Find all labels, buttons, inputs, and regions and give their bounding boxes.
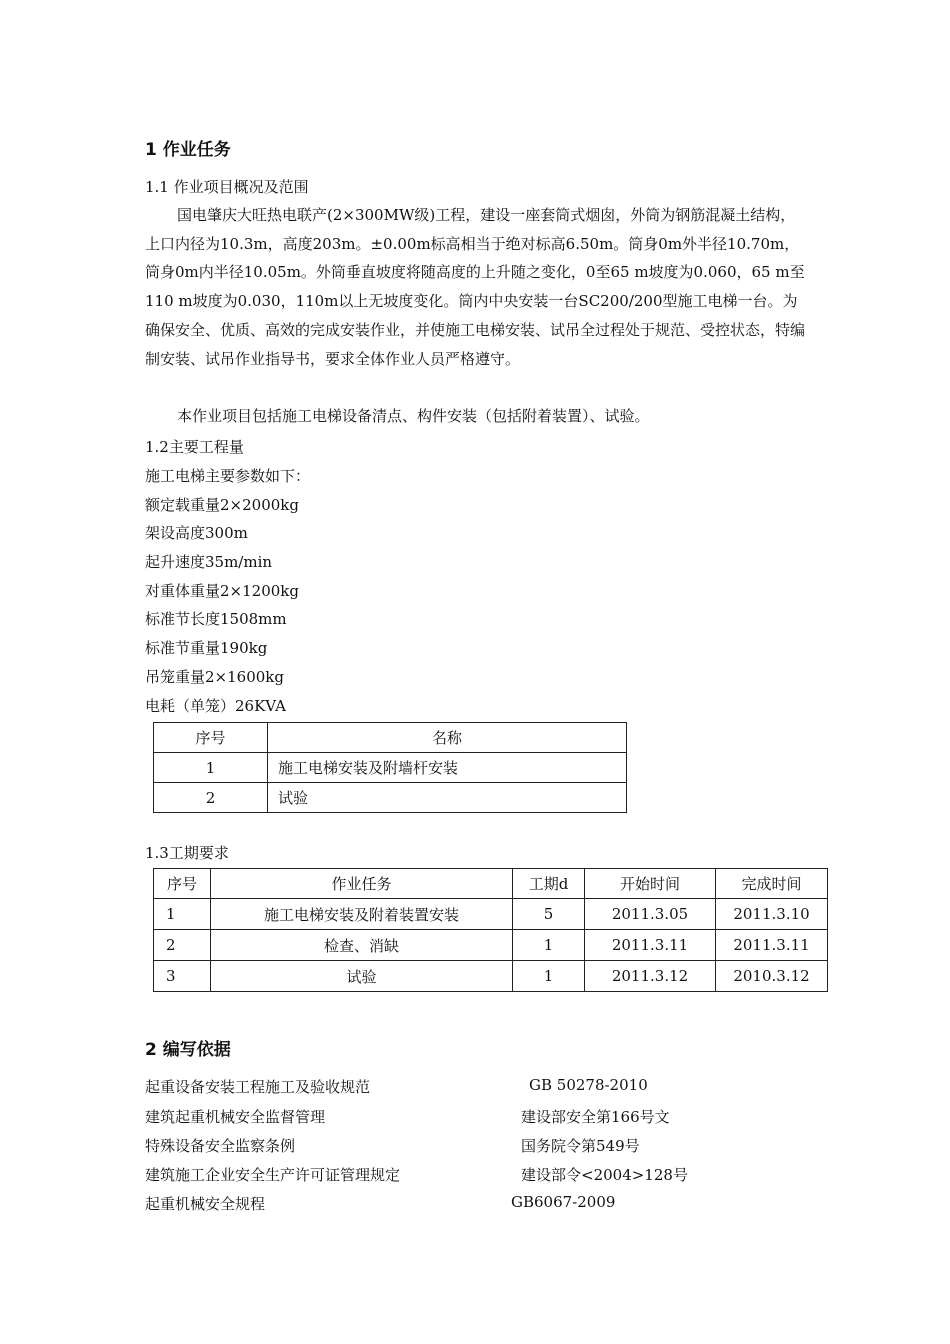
- table-cell: 1: [154, 753, 268, 783]
- table-cell: 5: [513, 899, 585, 930]
- param-line: 标准节长度1508mm: [145, 610, 287, 628]
- table-row: [154, 961, 828, 992]
- schedule-table: [153, 868, 828, 992]
- reference-name: 特殊设备安全监察条例: [145, 1137, 296, 1155]
- reference-code: 建设部令<2004>128号: [521, 1166, 688, 1184]
- paragraph-text: 本作业项目包括施工电梯设备清点、构件安装（包括附着装置）、试验。: [177, 407, 650, 425]
- param-line: 电耗（单笼）26KVA: [145, 697, 286, 715]
- table-cell: 2: [154, 783, 268, 813]
- param-line: 对重体重量2×1200kg: [145, 582, 299, 600]
- table-cell: 2: [154, 930, 211, 961]
- section-1-heading: 1 作业任务: [145, 140, 231, 160]
- reference-name: 建筑起重机械安全监督管理: [145, 1108, 326, 1126]
- section-2-heading: 2 编写依据: [145, 1040, 231, 1060]
- table-row: [154, 753, 627, 783]
- table-cell: 2010.3.12: [716, 961, 828, 992]
- table-cell: 2011.3.11: [585, 930, 716, 961]
- table-cell: 2011.3.11: [716, 930, 828, 961]
- workload-table: [153, 722, 627, 813]
- table-cell: 试验: [268, 783, 627, 813]
- table-cell: 检查、消缺: [211, 930, 513, 961]
- table-row: [154, 899, 828, 930]
- paragraph-text: 国电肇庆大旺热电联产(2×300MW级)工程，建设一座套筒式烟囱，外筒为钢筋混凝土结构，上口内径为10.3m，高度203m。±0.00m标高相当于绝对标高6.50m。筒身0m外半径10.70m，筒身0m内半径10.05m。外筒垂直坡度将随高度的上升随之变化，0至65 m坡度为0.060，65 m至110 m坡度为0.030，110m以上无坡度变化。筒内中央安装一台SC200/200型施工电梯一台。为确保安全、优质、高效的完成安装作业，并使施工电梯安装、试吊全过程处于规范、受控状态，特编制安装、试吊作业指导书，要求全体作业人员严格遵守。: [145, 206, 806, 368]
- table-cell: 试验: [211, 961, 513, 992]
- table-header-cell: 名称: [268, 723, 627, 753]
- reference-code: 建设部安全第166号文: [521, 1108, 670, 1126]
- table-header-row: [154, 723, 627, 753]
- table-row: [154, 930, 828, 961]
- param-line: 标准节重量190kg: [145, 639, 268, 657]
- param-line: 吊笼重量2×1600kg: [145, 668, 284, 686]
- param-line: 架设高度300m: [145, 524, 248, 542]
- table-cell: 3: [154, 961, 211, 992]
- section-1-3-heading: 1.3工期要求: [145, 844, 229, 862]
- param-line: 额定载重量2×2000kg: [145, 496, 299, 514]
- table-header-row: [154, 869, 828, 899]
- table-header-cell: 完成时间: [716, 869, 828, 899]
- table-cell: 施工电梯安装及附着装置安装: [211, 899, 513, 930]
- table-row: [154, 783, 627, 813]
- section-1-2-heading: 1.2主要工程量: [145, 438, 244, 456]
- params-intro: 施工电梯主要参数如下：: [145, 467, 311, 485]
- reference-code: 国务院令第549号: [521, 1137, 640, 1155]
- table-cell: 施工电梯安装及附墙杆安装: [268, 753, 627, 783]
- section-1-1-paragraph-1: [145, 201, 805, 373]
- table-header-cell: 序号: [154, 869, 211, 899]
- table-header-cell: 开始时间: [585, 869, 716, 899]
- reference-code: GB 50278-2010: [529, 1076, 648, 1094]
- section-1-1-heading: 1.1 作业项目概况及范围: [145, 178, 309, 196]
- reference-name: 起重机械安全规程: [145, 1195, 266, 1213]
- table-cell: 2011.3.10: [716, 899, 828, 930]
- table-cell: 2011.3.12: [585, 961, 716, 992]
- reference-name: 起重设备安装工程施工及验收规范: [145, 1078, 371, 1096]
- table-header-cell: 作业任务: [211, 869, 513, 899]
- section-1-1-paragraph-2: [145, 402, 805, 431]
- table-cell: 2011.3.05: [585, 899, 716, 930]
- reference-name: 建筑施工企业安全生产许可证管理规定: [145, 1166, 401, 1184]
- param-line: 起升速度35m/min: [145, 553, 273, 571]
- reference-code: GB6067-2009: [511, 1193, 616, 1211]
- table-cell: 1: [154, 899, 211, 930]
- table-header-cell: 工期d: [513, 869, 585, 899]
- table-cell: 1: [513, 930, 585, 961]
- table-cell: 1: [513, 961, 585, 992]
- table-header-cell: 序号: [154, 723, 268, 753]
